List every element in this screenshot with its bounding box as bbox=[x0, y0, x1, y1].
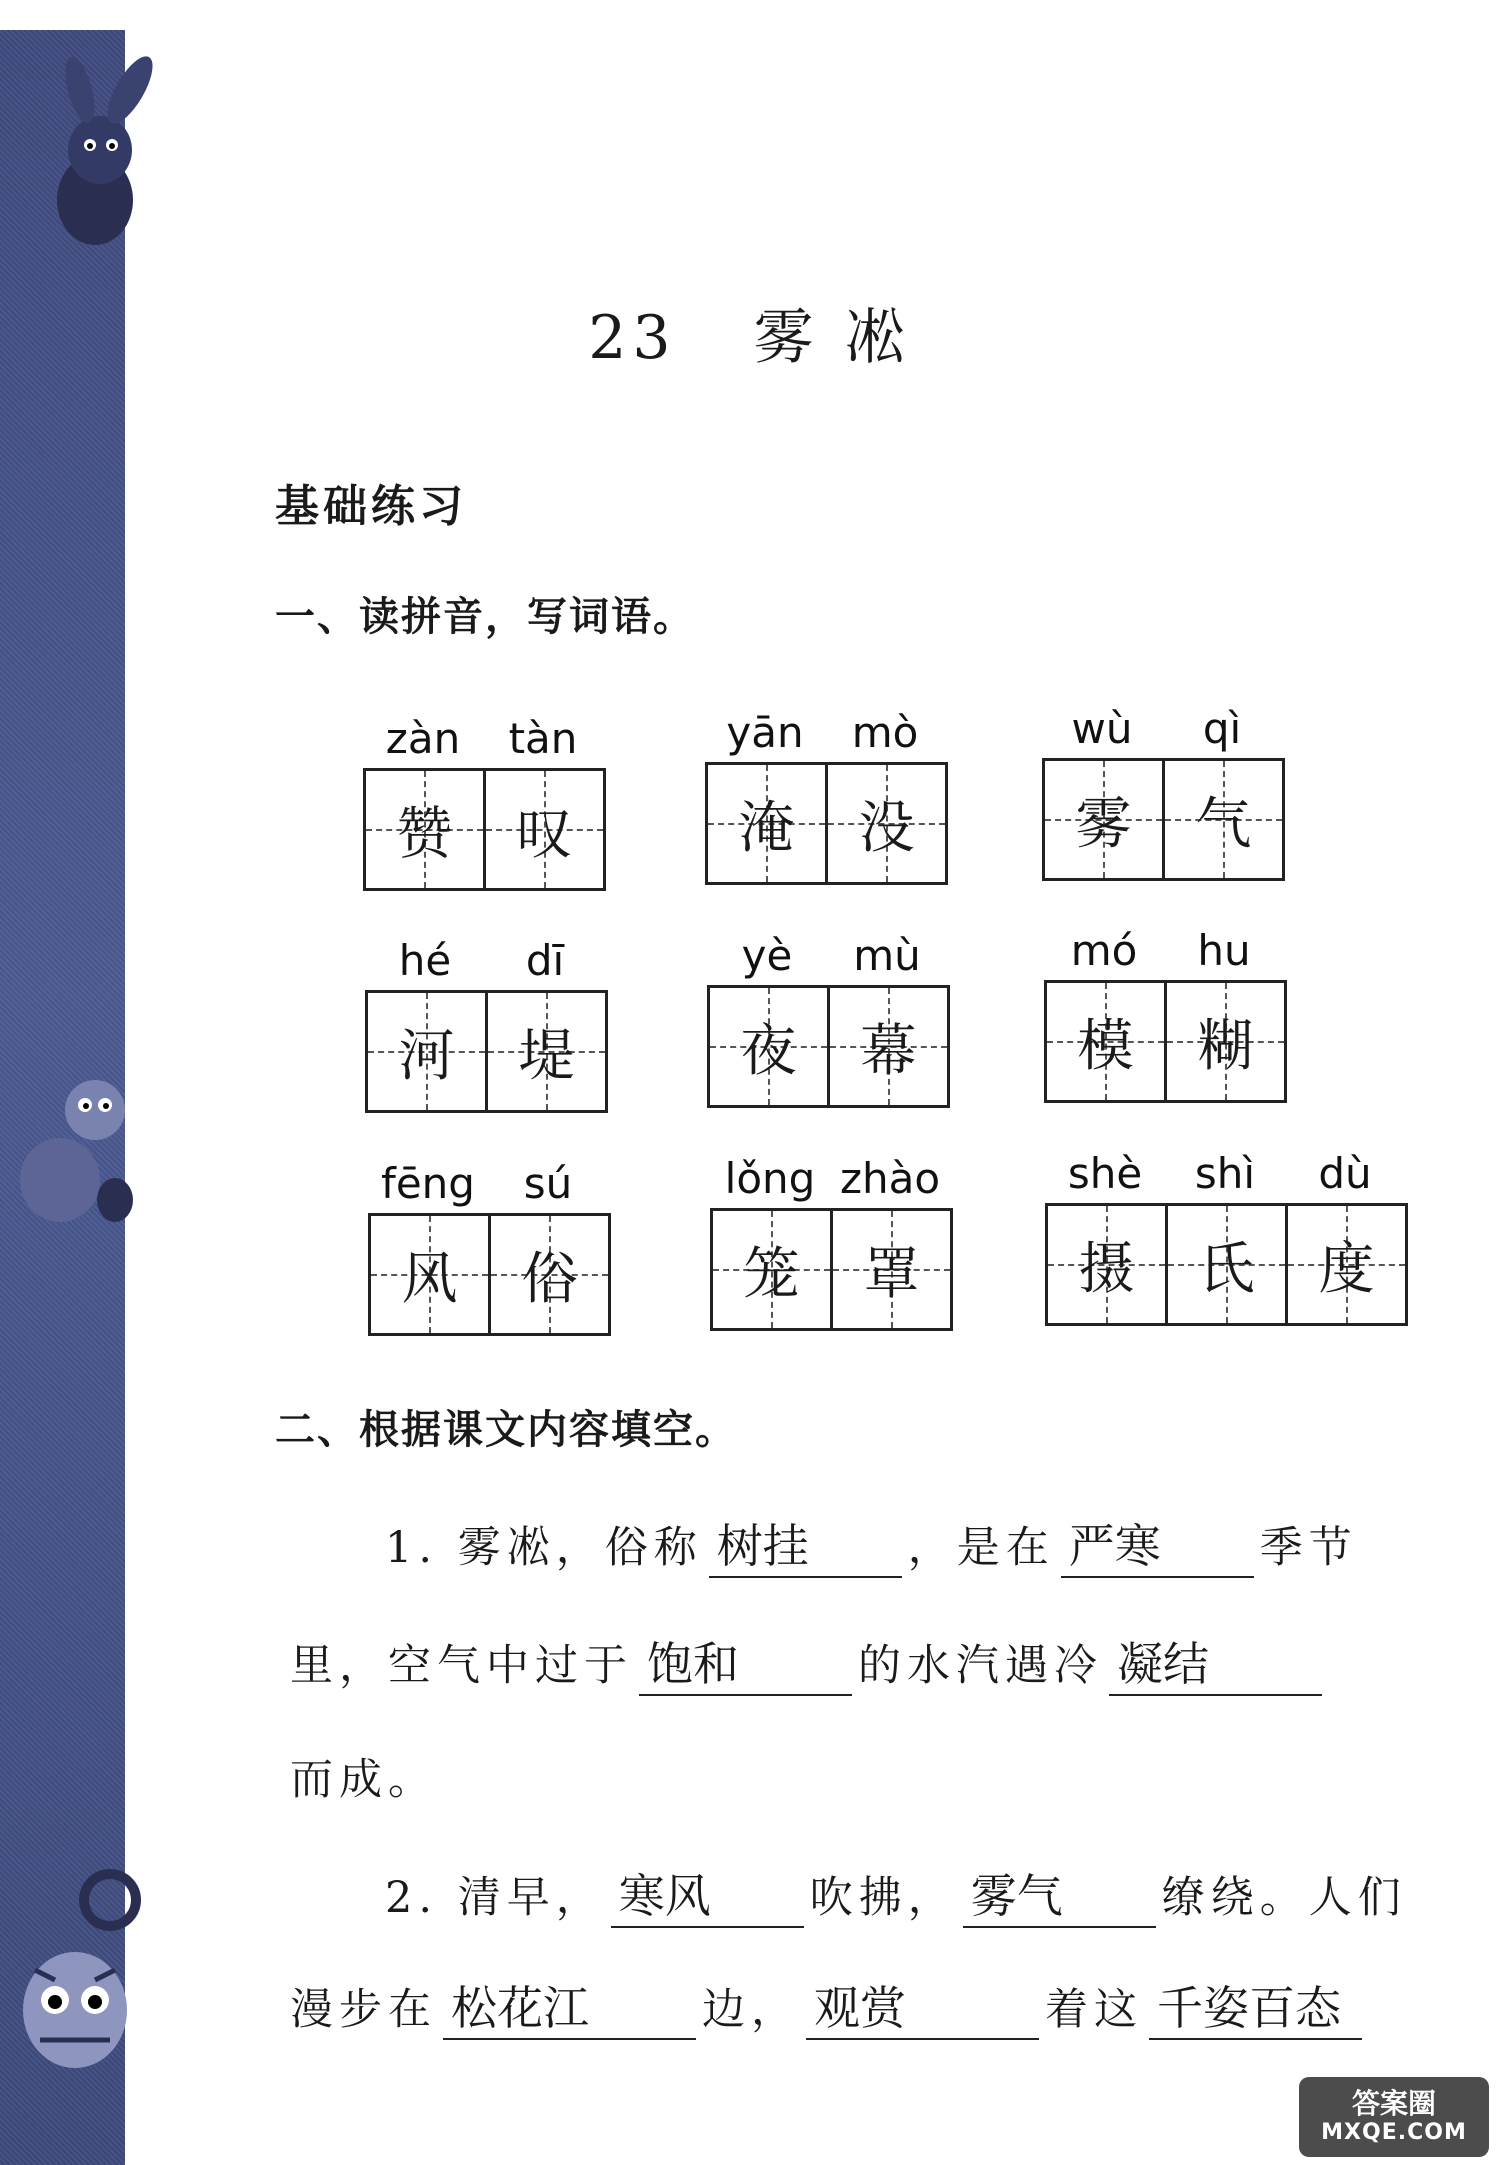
site-watermark: 答案圈 MXQE.COM bbox=[1299, 2077, 1489, 2157]
char-cell: 叹 bbox=[486, 771, 606, 888]
char-cell: 罩 bbox=[833, 1211, 953, 1328]
page-title bbox=[0, 290, 1499, 376]
lesson-title: 雾 凇 bbox=[753, 303, 911, 373]
squirrel-illustration bbox=[0, 1050, 150, 1250]
char-cell: 没 bbox=[828, 765, 948, 882]
char-cell: 雾 bbox=[1045, 761, 1165, 878]
pinyin: zàn bbox=[385, 714, 461, 763]
word-box bbox=[1045, 1145, 1408, 1326]
fill-line-3: 而成。 bbox=[290, 1755, 437, 1805]
char-cell: 幕 bbox=[830, 988, 950, 1105]
fill-line-5: 漫步在 松花江 边， 观赏 着这 千姿百态 bbox=[290, 1972, 1368, 2040]
rabbit-illustration bbox=[20, 50, 170, 250]
pinyin: mù bbox=[853, 931, 921, 980]
pinyin: shè bbox=[1067, 1149, 1143, 1198]
char-cell: 度 bbox=[1288, 1206, 1408, 1323]
question-2-heading: 二、根据课文内容填空。 bbox=[275, 1407, 737, 1453]
answer-blank: 松花江 bbox=[443, 1972, 696, 2040]
answer-blank: 饱和 bbox=[639, 1628, 852, 1696]
pinyin: dī bbox=[525, 936, 565, 985]
pinyin: hé bbox=[398, 936, 452, 985]
char-cell: 摄 bbox=[1048, 1206, 1168, 1323]
char-cell: 夜 bbox=[710, 988, 830, 1105]
char-cell: 赞 bbox=[366, 771, 486, 888]
lesson-number: 23 bbox=[588, 303, 677, 373]
pinyin: wù bbox=[1071, 704, 1133, 753]
char-cell: 河 bbox=[368, 993, 488, 1110]
answer-blank: 树挂 bbox=[709, 1510, 902, 1578]
char-cell: 风 bbox=[371, 1216, 491, 1333]
answer-blank: 寒风 bbox=[611, 1860, 804, 1928]
question-1-heading: 一、读拼音，写词语。 bbox=[275, 594, 695, 640]
answer-blank: 观赏 bbox=[806, 1972, 1039, 2040]
char-cell: 糊 bbox=[1167, 983, 1287, 1100]
pinyin: tàn bbox=[508, 714, 578, 763]
pinyin: yè bbox=[741, 931, 793, 980]
pinyin: mò bbox=[851, 708, 919, 757]
word-box bbox=[707, 927, 950, 1108]
word-box bbox=[365, 932, 608, 1113]
word-box bbox=[1042, 700, 1285, 881]
pinyin: lǒng bbox=[724, 1154, 816, 1203]
section-heading: 基础练习 bbox=[275, 481, 467, 532]
char-cell: 笼 bbox=[713, 1211, 833, 1328]
answer-blank: 雾气 bbox=[963, 1860, 1156, 1928]
word-box bbox=[710, 1150, 953, 1331]
tiger-illustration bbox=[10, 1860, 160, 2100]
char-cell: 模 bbox=[1047, 983, 1167, 1100]
pinyin: fēng bbox=[381, 1159, 475, 1208]
char-cell: 氏 bbox=[1168, 1206, 1288, 1323]
char-cell: 堤 bbox=[488, 993, 608, 1110]
pinyin: yān bbox=[726, 708, 804, 757]
answer-blank: 严寒 bbox=[1061, 1510, 1254, 1578]
word-box bbox=[368, 1155, 611, 1336]
answer-blank: 千姿百态 bbox=[1149, 1972, 1362, 2040]
char-cell: 俗 bbox=[491, 1216, 611, 1333]
char-cell: 淹 bbox=[708, 765, 828, 882]
pinyin: mó bbox=[1070, 926, 1138, 975]
fill-line-1: 1. 雾凇，俗称 树挂 ，是在 严寒 季节 bbox=[385, 1510, 1358, 1578]
pinyin: sú bbox=[523, 1159, 573, 1208]
pinyin: zhào bbox=[839, 1154, 941, 1203]
pinyin: dù bbox=[1318, 1149, 1372, 1198]
fill-line-2: 里，空气中过于 饱和 的水汽遇冷 凝结 bbox=[290, 1628, 1328, 1696]
answer-blank: 凝结 bbox=[1109, 1628, 1322, 1696]
pinyin: hu bbox=[1197, 926, 1251, 975]
word-box bbox=[705, 704, 948, 885]
pinyin: shì bbox=[1194, 1149, 1256, 1198]
word-box bbox=[1044, 922, 1287, 1103]
fill-line-4: 2. 清早， 寒风 吹拂， 雾气 缭绕。人们 bbox=[385, 1860, 1407, 1928]
pinyin: qì bbox=[1202, 704, 1242, 753]
word-box bbox=[363, 710, 606, 891]
char-cell: 气 bbox=[1165, 761, 1285, 878]
